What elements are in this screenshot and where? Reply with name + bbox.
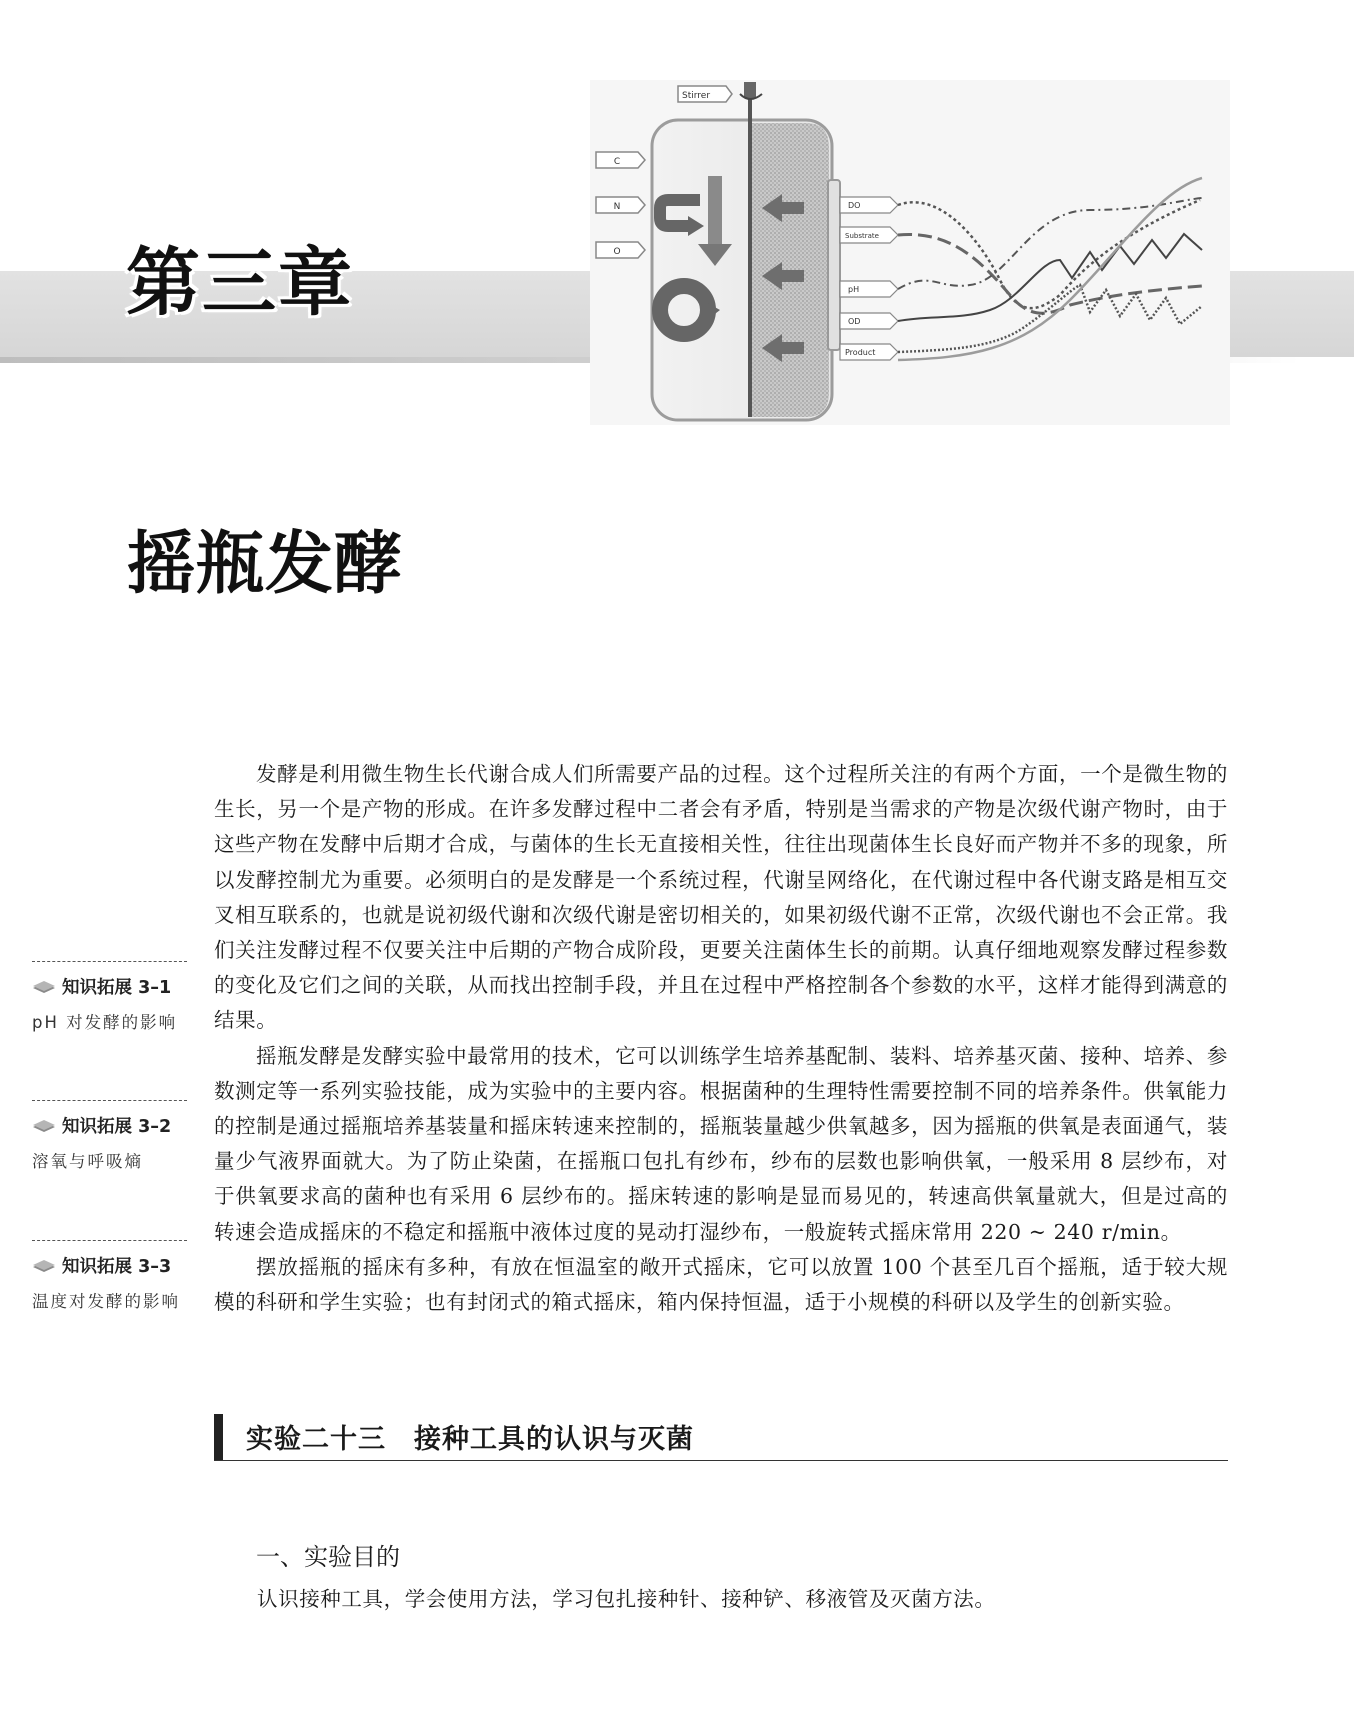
- heading-bar: [214, 1414, 223, 1460]
- paragraph: 摆放摇瓶的摇床有多种，有放在恒温室的敞开式摇床，它可以放置 100 个甚至几百个摇瓶，适于较大规模的科研和学生实验；也有封闭式的箱式摇床，箱内保持恒温，适于小规模的科研以及学生的创新实验。: [214, 1254, 1228, 1315]
- curve-label-product: Product: [845, 348, 876, 357]
- curve-label-substrate: Substrate: [845, 232, 879, 240]
- body-text: [214, 757, 1228, 1320]
- stirrer-label: Stirrer: [682, 91, 711, 101]
- curve-label-od: OD: [848, 317, 861, 326]
- book-icon: [32, 1259, 56, 1273]
- book-icon: [32, 1119, 56, 1133]
- note-divider: [32, 961, 187, 962]
- section-title: 一、实验目的: [256, 1543, 400, 1571]
- margin-note[interactable]: [32, 1240, 192, 1312]
- input-label-o: O: [613, 247, 621, 257]
- input-label-c: C: [613, 157, 621, 167]
- note-topic: 溶氧与呼吸熵: [32, 1152, 143, 1171]
- curve-label-do: DO: [848, 201, 861, 210]
- book-icon: [32, 980, 56, 994]
- margin-note[interactable]: [32, 961, 192, 1033]
- experiment-title: 实验二十三 接种工具的认识与灭菌: [246, 1424, 694, 1455]
- note-label: 知识拓展 3–2: [62, 1117, 172, 1137]
- paragraph: 发酵是利用微生物生长代谢合成人们所需要产品的过程。这个过程所关注的有两个方面，一个是微生物的生长，另一个是产物的形成。在许多发酵过程中二者会有矛盾，特别是当需求的产物是次级代谢产物时，由于这些产物在发酵中后期才合成，与菌体的生长无直接相关性，往往出现菌体生长良好而产物并不多的现象，所以发酵控制尤为重要。必须明白的是发酵是一个系统过程，代谢呈网络化，在代谢过程中各代谢支路是相互交叉相互联系的，也就是说初级代谢和次级代谢是密切相关的，如果初级代谢不正常，次级代谢也不会正常。我们关注发酵过程不仅要关注中后期的产物合成阶段，更要关注菌体生长的前期。认真仔细地观察发酵过程参数的变化及它们之间的关联，从而找出控制手段，并且在过程中严格控制各个参数的水平，这样才能得到满意的结果。: [214, 762, 1228, 1033]
- note-divider: [32, 1100, 187, 1101]
- paragraph: 摇瓶发酵是发酵实验中最常用的技术，它可以训练学生培养基配制、装料、培养基灭菌、接种、培养、参数测定等一系列实验技能，成为实验中的主要内容。根据菌种的生理特性需要控制不同的培养条件。供氧能力的控制是通过摇瓶培养基装量和摇床转速来控制的，摇瓶装量越少供氧越多，因为摇瓶的供氧是表面通气，装量少气液界面就大。为了防止染菌，在摇瓶口包扎有纱布，纱布的层数也影响供氧，一般采用 8 层纱布，对于供氧要求高的菌种也有采用 6 层纱布的。摇床转速的影响是显而易见的，转速高供氧量就大，但是过高的转速会造成摇床的不稳定和摇瓶中液体过度的晃动打湿纱布，一般旋转式摇床常用 220 ~ 240 r/min。: [214, 1043, 1228, 1244]
- input-label-n: N: [613, 202, 621, 212]
- margin-note[interactable]: [32, 1100, 192, 1172]
- note-label: 知识拓展 3–3: [62, 1257, 172, 1277]
- section-body: 认识接种工具，学会使用方法，学习包扎接种针、接种铲、移液管及灭菌方法。: [257, 1587, 996, 1611]
- note-topic: pH 对发酵的影响: [32, 1013, 178, 1032]
- chapter-title: 第三章: [126, 240, 354, 326]
- bioreactor-illustration: [590, 80, 1230, 425]
- note-topic: 温度对发酵的影响: [32, 1292, 180, 1311]
- page-title: 摇瓶发酵: [127, 524, 404, 604]
- note-divider: [32, 1240, 187, 1241]
- note-label: 知识拓展 3–1: [62, 978, 172, 998]
- input-labels: [596, 152, 645, 258]
- curve-label-ph: pH: [848, 285, 860, 294]
- experiment-heading: [214, 1412, 1228, 1461]
